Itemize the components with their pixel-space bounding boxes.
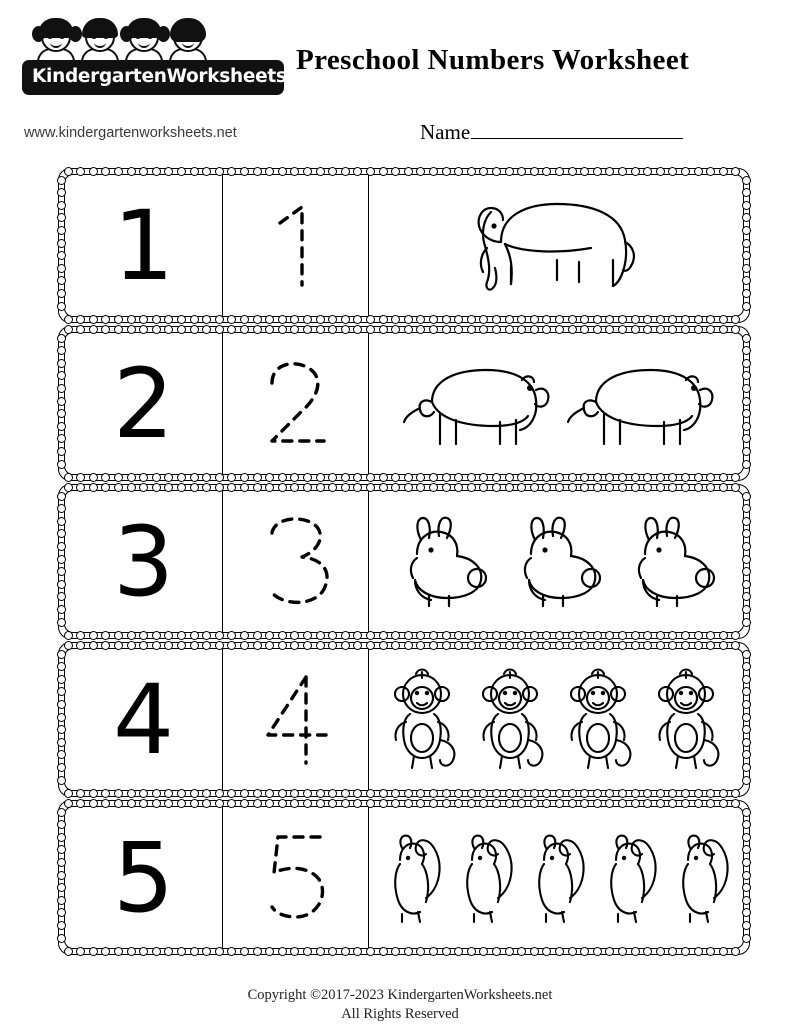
worksheet-row <box>58 642 750 797</box>
number-cell <box>65 807 223 948</box>
site-logo[interactable] <box>22 18 327 95</box>
trace-cell[interactable] <box>223 333 369 474</box>
trace-digit-4[interactable] <box>250 667 342 773</box>
trace-cell[interactable] <box>223 175 369 316</box>
kid-face-3 <box>122 18 168 66</box>
elephant-icon <box>461 190 651 302</box>
worksheet-row <box>58 800 750 955</box>
trace-digit-5[interactable] <box>250 825 342 931</box>
trace-digit-3[interactable] <box>250 509 342 615</box>
monkey-icon <box>646 666 730 774</box>
trace-digit-1[interactable] <box>250 193 342 299</box>
worksheet-row <box>58 484 750 639</box>
number-cell <box>65 649 223 790</box>
picture-cell <box>369 649 743 790</box>
rabbit-icon <box>615 510 725 614</box>
worksheet-rows <box>58 168 750 958</box>
logo-kids-illustration <box>34 18 254 66</box>
printed-digit: 1 <box>112 189 175 302</box>
squirrel-icon <box>522 828 590 928</box>
squirrel-icon <box>594 828 662 928</box>
page-title: Preschool Numbers Worksheet <box>296 44 690 76</box>
number-cell <box>65 175 223 316</box>
picture-cell <box>369 491 743 632</box>
printed-digit: 4 <box>112 663 175 776</box>
number-cell <box>65 333 223 474</box>
squirrel-icon <box>666 828 734 928</box>
logo-text: KindergartenWorksheets.net <box>32 66 327 87</box>
kid-face-2 <box>78 18 124 66</box>
printed-digit: 5 <box>112 821 175 934</box>
monkey-icon <box>382 666 466 774</box>
kid-face-1 <box>34 18 80 66</box>
rights-text: All Rights Reserved <box>341 1006 459 1023</box>
worksheet-row <box>58 326 750 481</box>
kid-face-4 <box>166 18 212 66</box>
hippo-icon <box>394 350 554 458</box>
trace-cell[interactable] <box>223 491 369 632</box>
trace-cell[interactable] <box>223 807 369 948</box>
site-url: www.kindergartenworksheets.net <box>24 125 237 141</box>
picture-cell <box>369 807 743 948</box>
page-footer <box>0 986 800 1025</box>
trace-cell[interactable] <box>223 649 369 790</box>
name-label: Name <box>420 120 471 144</box>
printed-digit: 3 <box>112 505 175 618</box>
copyright-text: Copyright ©2017-2023 KindergartenWorksheets.net <box>247 986 553 1003</box>
picture-cell <box>369 333 743 474</box>
name-input-line[interactable] <box>471 121 683 139</box>
squirrel-icon <box>378 828 446 928</box>
picture-cell <box>369 175 743 316</box>
monkey-icon <box>558 666 642 774</box>
squirrel-icon <box>450 828 518 928</box>
rabbit-icon <box>387 510 497 614</box>
monkey-icon <box>470 666 554 774</box>
hippo-icon <box>558 350 718 458</box>
worksheet-row <box>58 168 750 323</box>
rabbit-icon <box>501 510 611 614</box>
number-cell <box>65 491 223 632</box>
page-header <box>0 0 800 155</box>
name-field-row <box>420 120 683 145</box>
trace-digit-2[interactable] <box>250 351 342 457</box>
logo-banner <box>22 60 327 95</box>
printed-digit: 2 <box>112 347 175 460</box>
